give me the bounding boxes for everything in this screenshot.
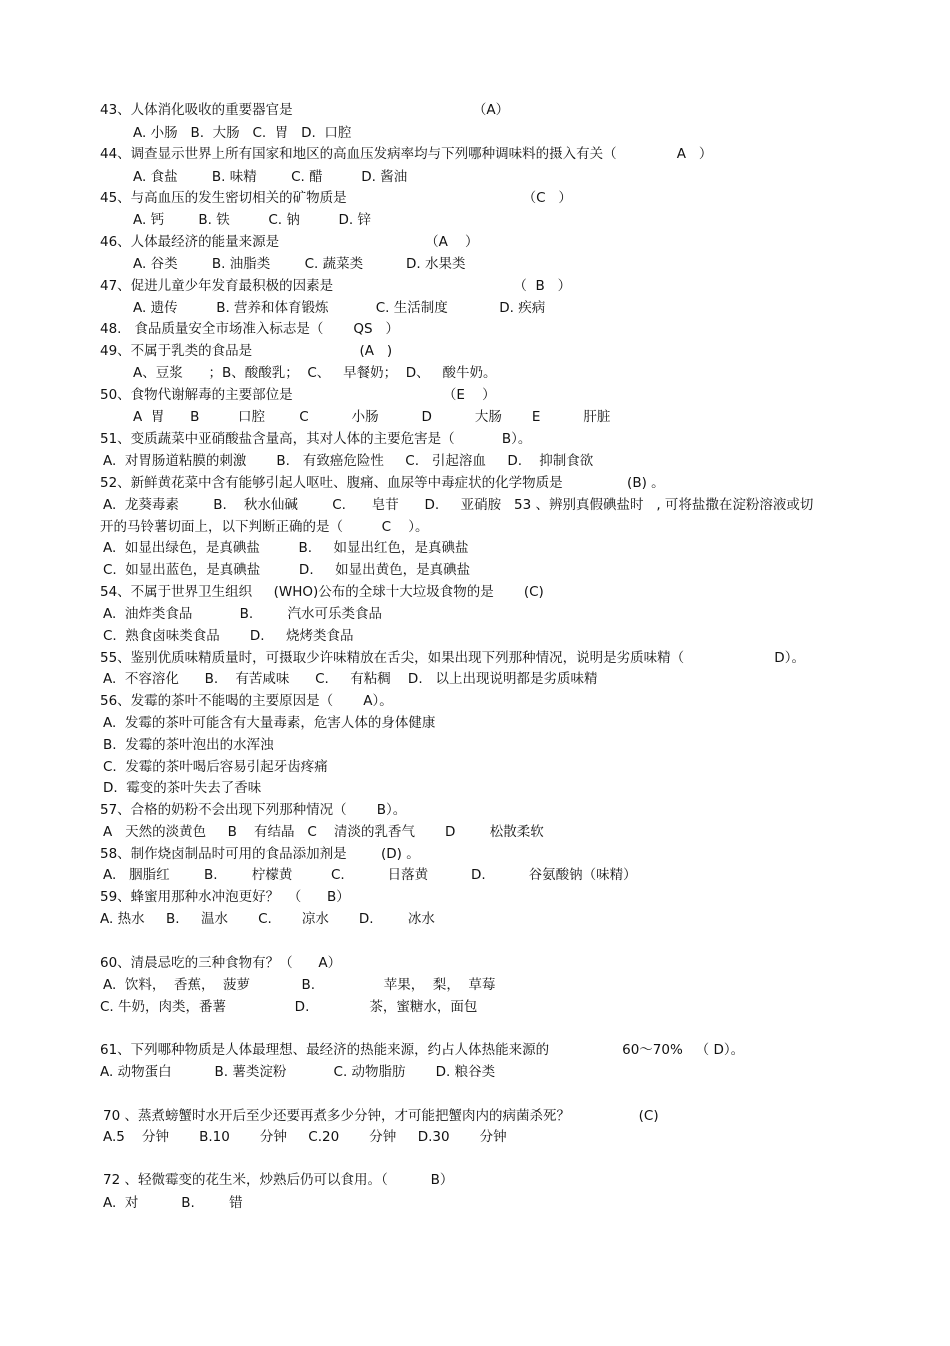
options-60-ab: A. 饮料， 香蕉， 菠萝 B. 苹果， 梨， 草莓 bbox=[103, 977, 496, 993]
options-47: A. 遗传 B. 营养和体育锻炼 C. 生活制度 D. 疾病 bbox=[133, 300, 546, 316]
question-53-continued: 开的马铃薯切面上，以下判断正确的是（ C ）。 bbox=[100, 519, 429, 535]
options-61: A. 动物蛋白 B. 薯类淀粉 C. 动物脂肪 D. 粮谷类 bbox=[100, 1064, 496, 1080]
question-51: 51、变质蔬菜中亚硝酸盐含量高，其对人体的主要危害是（ B）。 bbox=[100, 431, 532, 447]
options-55: A. 不容溶化 B. 有苦咸味 C. 有粘稠 D. 以上出现说明都是劣质味精 bbox=[103, 671, 598, 687]
options-59: A. 热水 B. 温水 C. 凉水 D. 冰水 bbox=[100, 911, 435, 927]
options-44: A. 食盐 B. 味精 C. 醋 D. 酱油 bbox=[133, 169, 408, 185]
option-56-d: D. 霉变的茶叶失去了香味 bbox=[103, 780, 262, 796]
options-53-ab: A. 如显出绿色，是真碘盐 B. 如显出红色，是真碘盐 bbox=[103, 540, 469, 556]
options-53-cd: C. 如显出蓝色，是真碘盐 D. 如显出黄色，是真碘盐 bbox=[103, 562, 471, 578]
question-56: 56、发霉的茶叶不能喝的主要原因是（ A）。 bbox=[100, 693, 393, 709]
question-45: 45、与高血压的发生密切相关的矿物质是 （C ） bbox=[100, 190, 572, 206]
options-52-question-53: A. 龙葵毒素 B. 秋水仙碱 C. 皂苷 D. 亚硝胺 53 、辨别真假碘盐时 , 可将盐撒在淀粉溶液或切 bbox=[103, 497, 814, 513]
option-56-b: B. 发霉的茶叶泡出的水浑浊 bbox=[103, 737, 274, 753]
question-46: 46、人体最经济的能量来源是 （A ） bbox=[100, 234, 479, 250]
question-49: 49、不属于乳类的食品是 (A ) bbox=[100, 343, 393, 359]
options-70: A.5 分钟 B.10 分钟 C.20 分钟 D.30 分钟 bbox=[103, 1129, 507, 1145]
question-59: 59、蜂蜜用那种水冲泡更好？ （ B） bbox=[100, 889, 350, 905]
options-54-cd: C. 熟食卤味类食品 D. 烧烤类食品 bbox=[103, 628, 354, 644]
options-46: A. 谷类 B. 油脂类 C. 蔬菜类 D. 水果类 bbox=[133, 256, 466, 272]
options-43: A. 小肠 B. 大肠 C. 胃 D. 口腔 bbox=[133, 125, 352, 141]
options-60-cd: C. 牛奶，肉类，番薯 D. 茶，蜜糖水，面包 bbox=[100, 999, 478, 1015]
question-60: 60、清晨忌吃的三种食物有？（ A） bbox=[100, 955, 342, 971]
question-50: 50、食物代谢解毒的主要部位是 （E ） bbox=[100, 387, 496, 403]
question-48: 48. 食品质量安全市场准入标志是（ QS ） bbox=[100, 321, 399, 337]
question-70: 70 、蒸煮螃蟹时水开后至少还要再煮多少分钟，才可能把蟹肉内的病菌杀死？ (C) bbox=[103, 1108, 659, 1124]
options-58: A. 胭脂红 B. 柠檬黄 C. 日落黄 D. 谷氨酸钠（味精） bbox=[103, 867, 637, 883]
question-58: 58、制作烧卤制品时可用的食品添加剂是 (D) 。 bbox=[100, 846, 420, 862]
question-47: 47、促进儿童少年发育最积极的因素是 （ B ） bbox=[100, 278, 572, 294]
question-55: 55、鉴别优质味精质量时，可摄取少许味精放在舌尖，如果出现下列那种情况，说明是劣质味精（ D）。 bbox=[100, 650, 805, 666]
options-49: A、豆浆 ；B、酸酸乳； C、 早餐奶； D、 酸牛奶。 bbox=[133, 365, 497, 381]
question-44: 44、调查显示世界上所有国家和地区的高血压发病率均与下列哪种调味料的摄入有关（ A ） bbox=[100, 146, 713, 162]
options-50: A 胃 B 口腔 C 小肠 D 大肠 E 肝脏 bbox=[133, 409, 611, 425]
question-61: 61、下列哪种物质是人体最理想、最经济的热能来源，约占人体热能来源的 60～70% （ D）。 bbox=[100, 1042, 745, 1058]
option-56-c: C. 发霉的茶叶喝后容易引起牙齿疼痛 bbox=[103, 759, 328, 775]
question-72: 72 、轻微霉变的花生米，炒熟后仍可以食用。（ B） bbox=[103, 1172, 454, 1188]
question-54: 54、不属于世界卫生组织 (WHO)公布的全球十大垃圾食物的是 (C) bbox=[100, 584, 544, 600]
question-52: 52、新鲜黄花菜中含有能够引起人呕吐、腹痛、血尿等中毒症状的化学物质是 (B) 。 bbox=[100, 475, 665, 491]
options-72: A. 对 B. 错 bbox=[103, 1195, 243, 1211]
question-57: 57、合格的奶粉不会出现下列那种情况（ B）。 bbox=[100, 802, 407, 818]
options-57: A 天然的淡黄色 B 有结晶 C 清淡的乳香气 D 松散柔软 bbox=[103, 824, 544, 840]
options-45: A. 钙 B. 铁 C. 钠 D. 锌 bbox=[133, 212, 371, 228]
options-51: A. 对胃肠道粘膜的刺激 B. 有致癌危险性 C. 引起溶血 D. 抑制食欲 bbox=[103, 453, 594, 469]
question-43: 43、人体消化吸收的重要器官是 （A） bbox=[100, 102, 510, 118]
options-54-ab: A. 油炸类食品 B. 汽水可乐类食品 bbox=[103, 606, 382, 622]
option-56-a: A. 发霉的茶叶可能含有大量毒素，危害人体的身体健康 bbox=[103, 715, 436, 731]
